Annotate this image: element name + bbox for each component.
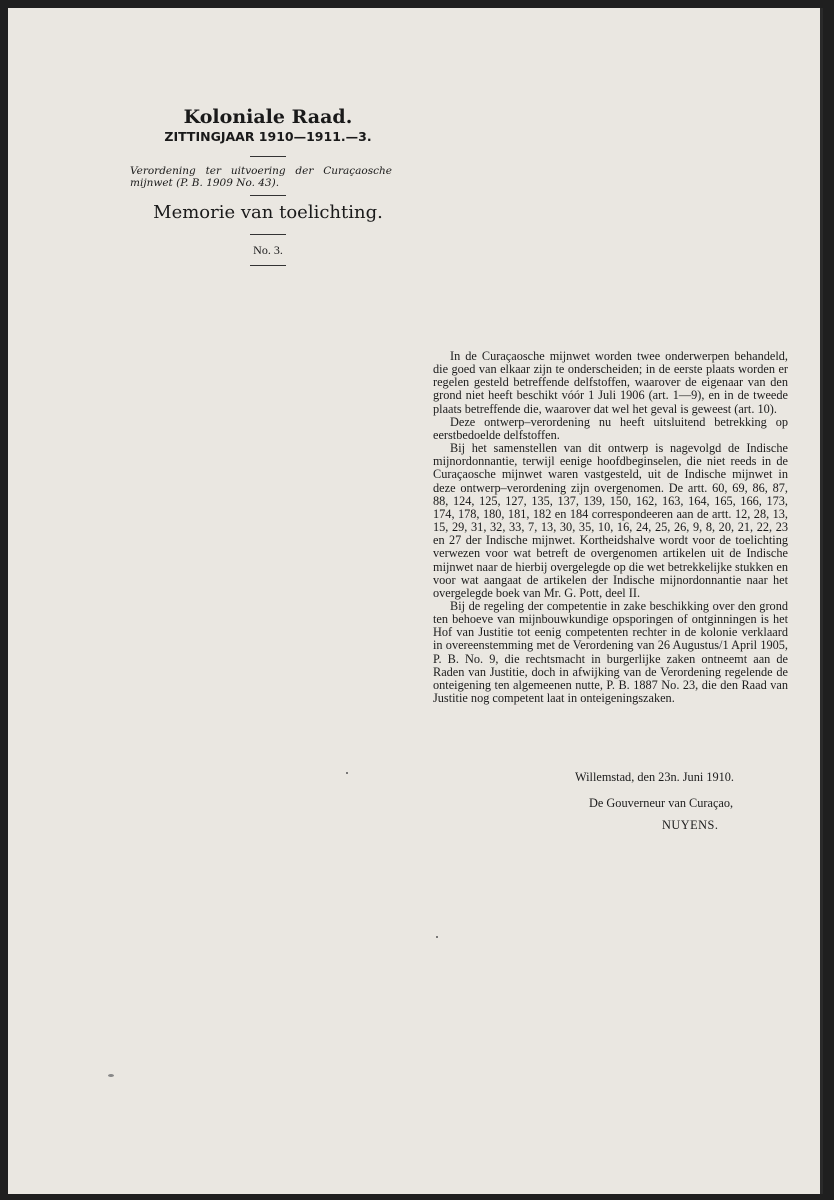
paper-speck xyxy=(108,1074,114,1077)
divider xyxy=(250,195,286,196)
signatory-name: NUYENS. xyxy=(662,818,719,832)
paragraph: In de Curaçaosche mijnwet worden twee onderwerpen behandeld, die goed van elkaar zijn te onderscheiden; in de eerste plaats worden er regelen gesteld betreffende delfstoffen, waarover de eigenaar van den grond niet heeft beschikt vóór 1 Juli 1906 (art. 1—9), en in de tweede plaats betreffende die, waarover dat wel het geval is geweest (art. 10). xyxy=(433,349,788,416)
council-title: Koloniale Raad. xyxy=(183,106,353,128)
ordinance-subject: Verordening ter uitvoering der Curaçaosche mijnwet (P. B. 1909 No. 43). xyxy=(130,165,392,189)
divider xyxy=(250,234,286,235)
place-date: Willemstad, den 23n. Juni 1910. xyxy=(575,770,735,784)
document-type-heading: Memorie van toelichting. xyxy=(153,202,383,223)
document-number: No. 3. xyxy=(253,243,283,257)
paper-speck xyxy=(436,936,438,938)
divider xyxy=(250,156,286,157)
paragraph: Bij de regeling der competentie in zake beschikking over den grond ten behoeve van mijnbouwkundige opsporingen of ontginningen is het Hof van Justitie tot eenig competenten rechter in de kolonie verklaard in overeenstemming met de Verordening van 26 Augustus/1 April 1905, P. B. No. 9, die rechtsmacht in burgerlijke zaken ontneemt aan de Raden van Justitie, doch in afwijking van de Verordening regelende de onteigening ten algemeenen nutte, P. B. 1887 No. 23, die den Raad van Justitie nog competent laat in onteigeningszaken. xyxy=(433,598,788,706)
signatory-title: De Gouverneur van Curaçao, xyxy=(589,796,734,810)
session-line: ZITTINGJAAR 1910—1911.—3. xyxy=(164,129,372,144)
explanatory-text xyxy=(433,350,788,705)
document-header xyxy=(130,106,398,274)
document-page xyxy=(8,8,823,1194)
paper-speck xyxy=(346,772,348,774)
divider xyxy=(250,265,286,266)
paragraph: Deze ontwerp–verordening nu heeft uitsluitend betrekking op eerstbedoelde delfstoffen. xyxy=(433,414,788,442)
paragraph: Bij het samenstellen van dit ontwerp is nagevolgd de Indische mijnordonnantie, terwijl eenige hoofdbeginselen, die niet reeds in de Curaçaosche mijnwet waren vastgesteld, uit de Indische mijnwet in deze ontwerp–verordening zijn overgenomen. De artt. 60, 69, 86, 87, 88, 124, 125, 127, 135, 137, 139, 150, 162, 163, 164, 165, 166, 173, 174, 178, 180, 181, 182 en 184 correspondeeren aan de artt. 12, 28, 13, 15, 29, 31, 32, 33, 7, 13, 30, 35, 10, 16, 24, 25, 26, 9, 8, 20, 21, 22, 23 en 27 der Indische mijnwet. Kortheidshalve wordt voor de toelichting verwezen voor wat betreft de overgenomen artikelen uit de Indische mijnwet naar de hierbij overgelegde op die wet betrekkelijke stukken en voor wat aangaat de artikelen der Indische mijnordonnantie naar het overgelegde boek van Mr. G. Pott, deel II. xyxy=(433,441,788,600)
